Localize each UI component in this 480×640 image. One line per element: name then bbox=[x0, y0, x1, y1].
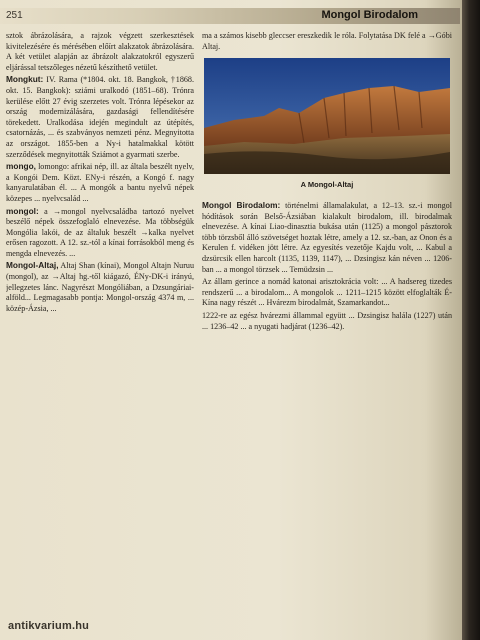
landscape-photo bbox=[204, 58, 450, 174]
entry-text: IV. Rama (*1804. okt. 18. Bangkok, †1868. okt. 15. Bangkok): sziámi uralkodó (1851–68). Trónra kerülése előtt 27 évig szerzetes volt. Trónra lépésekor az ország modernizálására, gazdasági fellendítésére törekedett. Uralkodása idején megindult az útépítés, csatornázás, ... és szabványos nemzeti pénz. Megnyitotta az országot. 1855-ben a Ny-i hatalmakkal kötött szerződések megnyitották Sziámot a gyarmati szerbe. bbox=[6, 75, 194, 159]
page-number: 251 bbox=[6, 10, 23, 21]
entry-headword: Mongol Birodalom: bbox=[202, 200, 281, 210]
photo-caption: A Mongol-Altaj bbox=[300, 180, 354, 189]
entry-text: Az állam gerince a nomád katonai arisztokrácia volt: ... A hadsereg tizedes rendszerű ... a birodalom... A mongolok ... 1211–1215 között elfoglalták É-Kína nagy részét ... Hvárezm birodalmát, Szamarkandot... bbox=[202, 277, 452, 308]
entry-headword: mongol: bbox=[6, 205, 39, 216]
entry-headword: mongo, bbox=[6, 161, 36, 172]
entry-paragraph bbox=[6, 30, 194, 73]
mountain-photo-image bbox=[204, 58, 450, 174]
left-column bbox=[6, 30, 194, 630]
entry-text: ma a számos kisebb gleccser ereszkedik le róla. Folytatása DK felé a →Góbi Altaj. bbox=[202, 31, 452, 51]
book-spine bbox=[462, 0, 480, 640]
entry-paragraph bbox=[202, 30, 452, 52]
right-column-top bbox=[202, 30, 452, 60]
entry-text: történelmi államalakulat, a 12–13. sz.-i mongol hódítások során Belső-Ázsiában kialakult birodalom, ill. birodalmak elnevezése. A kínai Liao-dinasztia bukása után (1125) a mongol pásztorok több törzsből álló szövetséget hoztak létre, amely a 12. sz.-ban, az Onon és a Kerulen f. vidéken jött létre. Az egyesítés vezetője Kajdu volt, ... Kabul a dzsürcsik ellen harcolt (1135, 1139, 1147), ... Dzsingisz kán néven ... 1206-ban ... a mongol törzsek ... Temüdzsin ... bbox=[202, 201, 452, 274]
right-column bbox=[202, 200, 452, 620]
entry-paragraph bbox=[202, 200, 452, 275]
entry-paragraph bbox=[6, 161, 194, 204]
watermark: antikvarium.hu bbox=[8, 620, 90, 632]
entry-paragraph bbox=[202, 276, 452, 309]
entry-headword: Mongol-Altaj, bbox=[6, 260, 59, 271]
entry-headword: Mongkut: bbox=[6, 74, 44, 85]
entry-text: sztok ábrázolására, a rajzok végzett szerkesztések kivitelezésére és mérésében előírt alakzatok ábrázolására. A két vetület alapján az ábrázolt alakzatokról egyszerű eljárással tetszőleges nézetű készíthető vetület. bbox=[6, 31, 194, 72]
running-head: Mongol Birodalom bbox=[321, 9, 418, 21]
entry-text: Altaj Shan (kínai), Mongol Altajn Nuruu (mongol), az →Altaj hg.-től kiágazó, ÉNy-DK-i irányú, jellegzetes lánc. Nagyrészt Mongóliában, a Dzsungáriai-alföld... Legmagasabb pontja: Mongol-ország 4374 m, ... közép-Ázsia, ... bbox=[6, 261, 194, 313]
entry-paragraph bbox=[6, 74, 194, 160]
entry-text: 1222-re az egész hvárezmi állammal együtt ... Dzsingisz halála (1227) után ... 1236–42 ... a nyugati hadjárat (1236–42). bbox=[202, 310, 452, 331]
entry-text: a →mongol nyelvcsaládba tartozó nyelvet beszélő népek összefoglaló elnevezése. Ma többségük Mongólia lakói, de az általuk beszélt →kalka nyelvet erősen ragozott. A 12. sz.-tól a kínai forrásokból meng és mengda elnevezés. ... bbox=[6, 206, 194, 258]
entry-paragraph bbox=[202, 310, 452, 332]
entry-text: lomongo: afrikai nép, ill. az általa beszélt nyelv, a Kongói Dem. Közt. ENy-i részén, a Kongó f. nagy kanyarulatában él. ... A mongók a bantu nyelvű népek közepes ... nyelvcsalád ... bbox=[6, 162, 194, 203]
entry-paragraph bbox=[6, 260, 194, 314]
entry-paragraph bbox=[6, 206, 194, 260]
